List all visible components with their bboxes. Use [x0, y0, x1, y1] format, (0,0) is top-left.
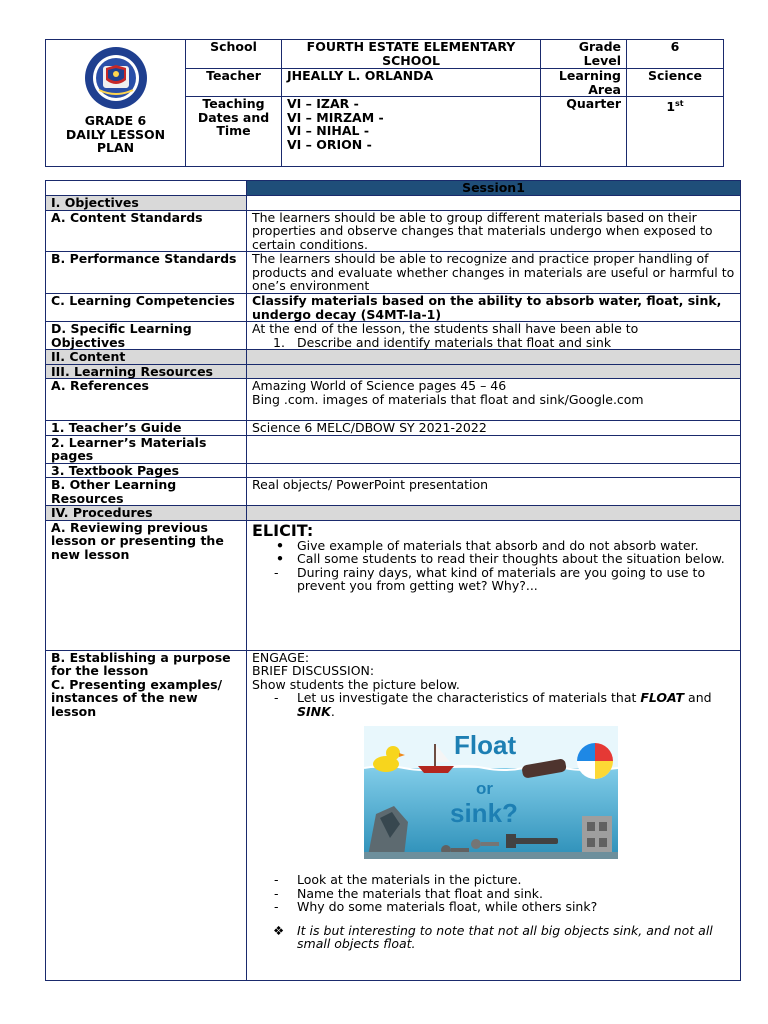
specific-objectives-list: [252, 336, 735, 350]
and-word: and: [684, 690, 712, 705]
logo-cell: [46, 40, 186, 167]
learning-resources-heading: III. Learning Resources: [46, 364, 247, 379]
picture-sink-text: sink?: [450, 798, 518, 828]
lesson-table: [45, 180, 741, 981]
elicit-dash-list: [252, 566, 735, 593]
content-blank: [247, 350, 741, 365]
learning-competencies-text: Classify materials based on the ability to absorb water, float, sink, undergo decay (S4MT-Ia-1): [247, 294, 741, 322]
purpose-and-examples-labels: [46, 650, 247, 980]
reference-line: Amazing World of Science pages 45 – 46: [252, 378, 507, 393]
performance-standards-label: B. Performance Standards: [46, 252, 247, 294]
specific-objectives-intro: At the end of the lesson, the students shall have been able to: [252, 321, 639, 336]
picture-question: - Why do some materials float, while others sink?: [297, 900, 735, 914]
grade-label-line: Grade: [578, 39, 621, 54]
session-blank: [46, 181, 247, 196]
teaching-dates-label: [186, 97, 282, 167]
quarter-number: 1: [666, 99, 676, 115]
learning-competencies-label: C. Learning Competencies: [46, 294, 247, 322]
sink-word: SINK: [297, 703, 331, 719]
learning-area-label-line: Area: [588, 81, 621, 97]
procedures-heading: IV. Procedures: [46, 506, 247, 521]
float-word: FLOAT: [640, 690, 685, 705]
other-resources-label: B. Other Learning Resources: [46, 478, 247, 506]
header-table: [45, 39, 724, 167]
school-value: [282, 40, 541, 69]
teachers-guide-text: Science 6 MELC/DBOW SY 2021-2022: [247, 421, 741, 436]
picture-question: - Name the materials that float and sink.: [297, 887, 735, 901]
elicit-title: ELICIT:: [252, 520, 314, 540]
establishing-purpose-label: B. Establishing a purpose for the lesson: [51, 649, 231, 678]
elicit-cell: [247, 520, 741, 650]
picture-or-text: or: [476, 779, 493, 798]
specific-objectives-cell: [247, 322, 741, 350]
engage-cell: [247, 650, 741, 980]
investigate-item: [297, 691, 735, 718]
show-picture-instruction: Show students the picture below.: [252, 676, 460, 692]
presenting-examples-label: C. Presenting examples/ instances of the new lesson: [51, 676, 223, 719]
content-standards-label: A. Content Standards: [46, 210, 247, 252]
teaching-dates-label-line: Time: [216, 123, 251, 138]
plan-title-line: DAILY LESSON: [65, 126, 166, 142]
teachers-guide-label: 1. Teacher’s Guide: [46, 421, 247, 436]
quarter-label: Quarter: [541, 97, 627, 167]
school-label: School: [186, 40, 282, 69]
note-text: It is but interesting to note that not all big objects sink, and not all small objects float.: [297, 922, 713, 951]
investigate-list: [252, 691, 735, 718]
grade-value: 6: [627, 40, 724, 69]
period: .: [330, 703, 335, 719]
quarter-suffix: st: [675, 99, 684, 108]
float-or-sink-picture: [364, 726, 618, 859]
elicit-bullet-list: [252, 539, 735, 566]
reference-line: Bing .com. images of materials that float and sink/Google.com: [252, 391, 644, 407]
picture-questions-list: [252, 873, 735, 914]
plan-title: [51, 114, 180, 155]
references-label: A. References: [46, 379, 247, 421]
deped-seal-icon: [73, 46, 159, 110]
grade-label-line: Level: [583, 52, 621, 68]
textbook-pages-blank: [247, 463, 741, 478]
content-heading: II. Content: [46, 350, 247, 365]
performance-standards-text: The learners should be able to recognize and practice proper handling of products and evaluate whether changes in materials are useful or harmful to one’s environment: [247, 252, 741, 294]
investigate-text: Let us investigate the characteristics of materials that: [297, 690, 641, 705]
elicit-bullet: • Call some students to read their thoughts about the situation below.: [297, 552, 735, 566]
reviewing-label: A. Reviewing previous lesson or presenting the new lesson: [46, 520, 247, 650]
teacher-value: JHEALLY L. ORLANDA: [282, 69, 541, 97]
picture-question: - Look at the materials in the picture.: [297, 873, 735, 887]
school-value-line: SCHOOL: [382, 52, 440, 68]
note-item: [252, 924, 735, 951]
section-item: VI – MIRZAM -: [287, 109, 384, 125]
teaching-dates-label-line: Teaching: [202, 96, 265, 111]
textbook-pages-label: 3. Textbook Pages: [46, 463, 247, 478]
specific-objective-item: 1. Describe and identify materials that float and sink: [297, 336, 735, 350]
learning-area-label: [541, 69, 627, 97]
objectives-blank: [247, 196, 741, 211]
brief-discussion-title: BRIEF DISCUSSION:: [252, 663, 375, 678]
sections-list: [282, 97, 541, 167]
section-item: VI – NIHAL -: [287, 123, 370, 138]
plan-title-line: PLAN: [96, 140, 135, 155]
learning-area-value: Science: [627, 69, 724, 97]
diamond-bullet-icon: ❖: [273, 922, 285, 938]
school-value-line: FOURTH ESTATE ELEMENTARY: [306, 39, 516, 54]
learning-resources-blank: [247, 364, 741, 379]
session-header: Session1: [247, 181, 741, 196]
learning-area-label-line: Learning: [558, 68, 621, 83]
objectives-heading: I. Objectives: [46, 196, 247, 211]
specific-objectives-label: D. Specific Learning Objectives: [46, 322, 247, 350]
other-resources-text: Real objects/ PowerPoint presentation: [247, 478, 741, 506]
engage-title: ENGAGE:: [252, 649, 310, 665]
section-item: VI – IZAR -: [287, 96, 359, 111]
procedures-blank: [247, 506, 741, 521]
teacher-label: Teacher: [186, 69, 282, 97]
quarter-value: [627, 97, 724, 167]
elicit-question: - During rainy days, what kind of materials are you going to use to prevent you from getting wet? Why?...: [297, 566, 735, 593]
elicit-bullet: • Give example of materials that absorb and do not absorb water.: [297, 539, 735, 553]
picture-float-text: Float: [454, 730, 517, 760]
learners-materials-blank: [247, 435, 741, 463]
learners-materials-label: 2. Learner’s Materials pages: [46, 435, 247, 463]
teaching-dates-label-line: Dates and: [197, 109, 270, 125]
grade-label: [541, 40, 627, 69]
section-item: VI – ORION -: [287, 136, 372, 152]
content-standards-text: The learners should be able to group different materials based on their properties and observe changes that materials undergo when exposed to certain conditions.: [247, 210, 741, 252]
plan-title-line: GRADE 6: [84, 113, 147, 128]
references-cell: [247, 379, 741, 421]
